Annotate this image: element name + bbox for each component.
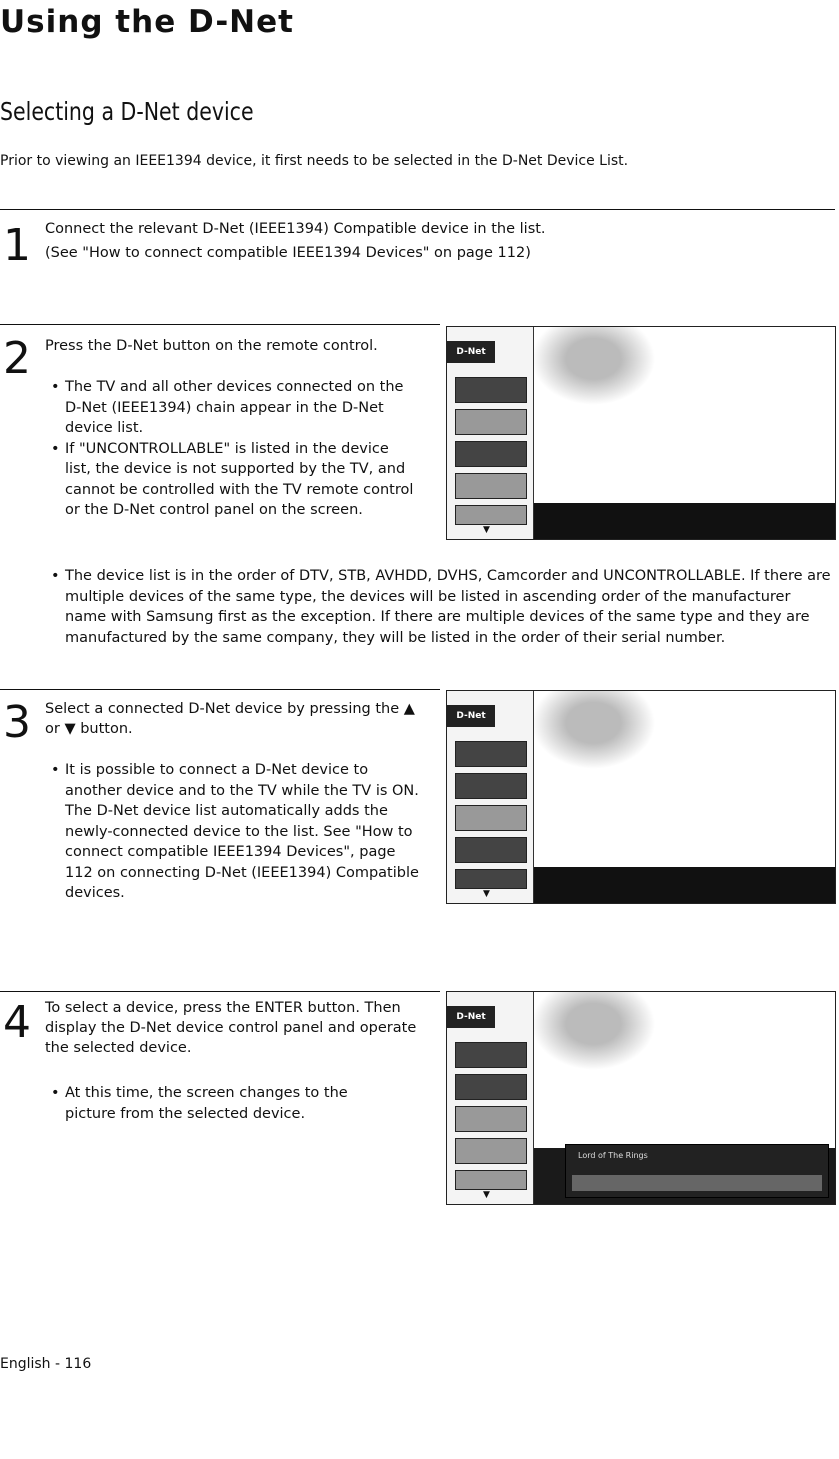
intro-text: Prior to viewing an IEEE1394 device, it first needs to be selected in the D-Net Device List. xyxy=(0,153,629,169)
device-list-panel xyxy=(447,992,534,1204)
device-camcorder-icon xyxy=(455,505,527,525)
step-2-text: Press the D-Net button on the remote control. xyxy=(45,338,378,354)
device-avhdd-icon xyxy=(455,1106,527,1132)
panel-title: Lord of The Rings xyxy=(578,1151,648,1160)
page-title: Using the D-Net xyxy=(0,4,294,40)
device-dvhs-icon xyxy=(455,837,527,863)
step-4-rule xyxy=(0,991,440,992)
list-item: • If "UNCONTROLLABLE" is listed in the device list, the device is not supported by the TV, and cannot be controlled with the TV remote control or the D-Net control panel on the screen. xyxy=(45,439,415,521)
scene-ground xyxy=(533,503,835,539)
device-list-panel xyxy=(447,691,534,903)
dnet-screen-image xyxy=(446,690,836,904)
step-1-rule xyxy=(0,209,835,210)
step-2-rule xyxy=(0,324,440,325)
device-dvhs-icon xyxy=(455,473,527,499)
control-buttons-bar xyxy=(572,1175,822,1191)
dnet-screen-image xyxy=(446,991,836,1205)
step-2-bullets-wide xyxy=(45,566,835,648)
section-title: Selecting a D-Net device xyxy=(0,97,254,126)
scroll-down-icon: ▼ xyxy=(483,525,490,535)
device-list-panel xyxy=(447,327,534,539)
step-3-number: 3 xyxy=(3,697,31,748)
step-4-text: To select a device, press the ENTER button. Then display the D-Net device control panel and operate the selected device. xyxy=(45,1000,417,1056)
dnet-tab: D-Net xyxy=(447,1006,495,1028)
device-tv-icon xyxy=(455,1042,527,1068)
device-control-panel xyxy=(565,1144,829,1198)
step-1-line-2: (See "How to connect compatible IEEE1394 Devices" on page 112) xyxy=(45,245,531,261)
list-item: • The device list is in the order of DTV, STB, AVHDD, DVHS, Camcorder and UNCONTROLLABLE. If there are multiple devices of the same type, the devices will be listed in ascending order of the manufacturer name with Samsung first as the exception. If there are multiple devices of the same type and they are manufactured by the same company, they will be listed in the order of their serial number. xyxy=(45,566,835,648)
dnet-tab: D-Net xyxy=(447,705,495,727)
page-footer: English - 116 xyxy=(0,1356,92,1372)
step-4-number: 4 xyxy=(3,997,31,1048)
device-avhdd-icon xyxy=(455,805,527,831)
device-camcorder-icon xyxy=(455,869,527,889)
device-tv-icon xyxy=(455,377,527,403)
step-2-number: 2 xyxy=(3,333,31,384)
step-1-line-1: Connect the relevant D-Net (IEEE1394) Compatible device in the list. xyxy=(45,221,546,237)
device-stb-icon xyxy=(455,409,527,435)
list-item: • At this time, the screen changes to the picture from the selected device. xyxy=(45,1083,385,1124)
step-1-number: 1 xyxy=(3,220,31,271)
step-3-bullets xyxy=(45,760,420,904)
device-camcorder-icon xyxy=(455,1170,527,1190)
device-tv-icon xyxy=(455,741,527,767)
scroll-down-icon: ▼ xyxy=(483,1190,490,1200)
device-avhdd-icon xyxy=(455,441,527,467)
step-4-bullets xyxy=(45,1083,385,1124)
device-dvhs-icon xyxy=(455,1138,527,1164)
step-3-text: Select a connected D-Net device by pressing the ▲ or ▼ button. xyxy=(45,701,415,737)
step-2-bullets xyxy=(45,377,415,521)
list-item: • It is possible to connect a D-Net device to another device and to the TV while the TV is ON. The D-Net device list automatically adds the newly-connected device to the list. See "How to connect compatible IEEE1394 Devices", page 112 on connecting D-Net (IEEE1394) Compatible devices. xyxy=(45,760,420,904)
dnet-tab: D-Net xyxy=(447,341,495,363)
list-item: • The TV and all other devices connected on the D-Net (IEEE1394) chain appear in the D-Net device list. xyxy=(45,377,415,439)
device-stb-icon xyxy=(455,1074,527,1100)
device-stb-icon xyxy=(455,773,527,799)
dnet-screen-image xyxy=(446,326,836,540)
scroll-down-icon: ▼ xyxy=(483,889,490,899)
scene-ground xyxy=(533,867,835,903)
step-3-rule xyxy=(0,689,440,690)
